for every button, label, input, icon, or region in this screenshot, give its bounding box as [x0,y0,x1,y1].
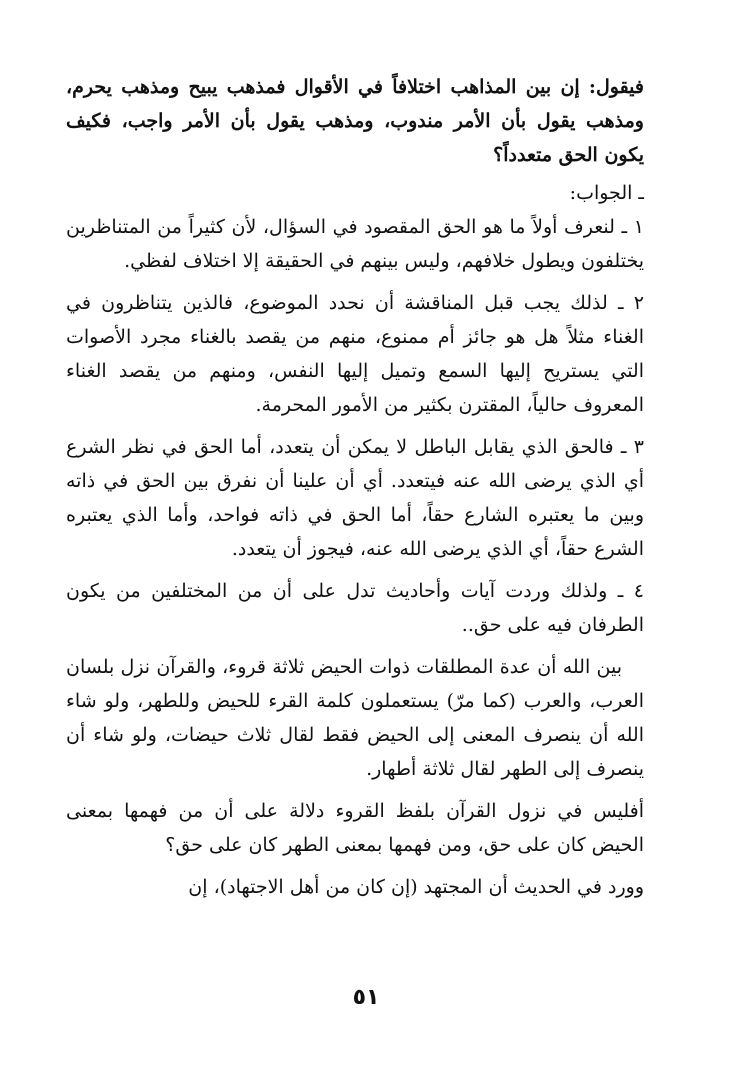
paragraph-qurua: بين الله أن عدة المطلقات ذوات الحيض ثلاثة قروء، والقرآن نزل بلسان العرب، والعرب (كما مرّ) يستعملون كلمة القرء للحيض وللطهر، ولو شاء الله أن ينصرف المعنى إلى الحيض فقط لقال ثلاث حيضات، ولو شاء أن ينصرف إلى الطهر لقال ثلاثة أطهار. [66,656,644,780]
answer-heading: ـ الجواب: [569,182,644,204]
point-2: ٢ ـ لذلك يجب قبل المناقشة أن نحدد الموضوع، فالذين يتناظرون في الغناء مثلاً هل هو جائز أم ممنوع، منهم من يقصد بالغناء مجرد الأصوات التي يستريح إليها السمع وتميل إليها النفس، ومنهم من يقصد الغناء المعروف حالياً، المقترن بكثير من الأمور المحرمة. [66,292,644,416]
point-4: ٤ ـ ولذلك وردت آيات وأحاديث تدل على أن من المختلفين من يكون الطرفان فيه على حق.. [66,580,644,636]
point-3: ٣ ـ فالحق الذي يقابل الباطل لا يمكن أن يتعدد، أما الحق في نظر الشرع أي الذي يرضى الله عنه فيتعدد. أي أن علينا أن نفرق بين الحق في ذاته وبين ما يعتبره الشارع حقاً، أما الحق في ذاته فواحد، وأما الذي يعتبره الشرع حقاً، أي الذي يرضى الله عنه، فيجوز أن يتعدد. [66,436,644,560]
paragraph-question-haq: أفليس في نزول القرآن بلفظ القروء دلالة على أن من فهمها بمعنى الحيض كان على حق، ومن فهمها بمعنى الطهر كان على حق؟ [66,800,644,856]
point-1: ١ ـ لنعرف أولاً ما هو الحق المقصود في السؤال، لأن كثيراً من المتناظرين يختلفون ويطول خلافهم، وليس بينهم في الحقيقة إلا اختلاف لفظي. [66,216,644,272]
question-paragraph: فيقول: إن بين المذاهب اختلافاً في الأقوال فمذهب يبيح ومذهب يحرم، ومذهب يقول بأن الأمر مندوب، ومذهب يقول بأن الأمر واجب، فكيف يكون الحق متعدداً؟ [66,76,644,166]
page-body [66,70,644,904]
paragraph-hadith: وورد في الحديث أن المجتهد (إن كان من أهل الاجتهاد)، إن [188,876,644,898]
page-number: ٥١ [352,985,380,1010]
